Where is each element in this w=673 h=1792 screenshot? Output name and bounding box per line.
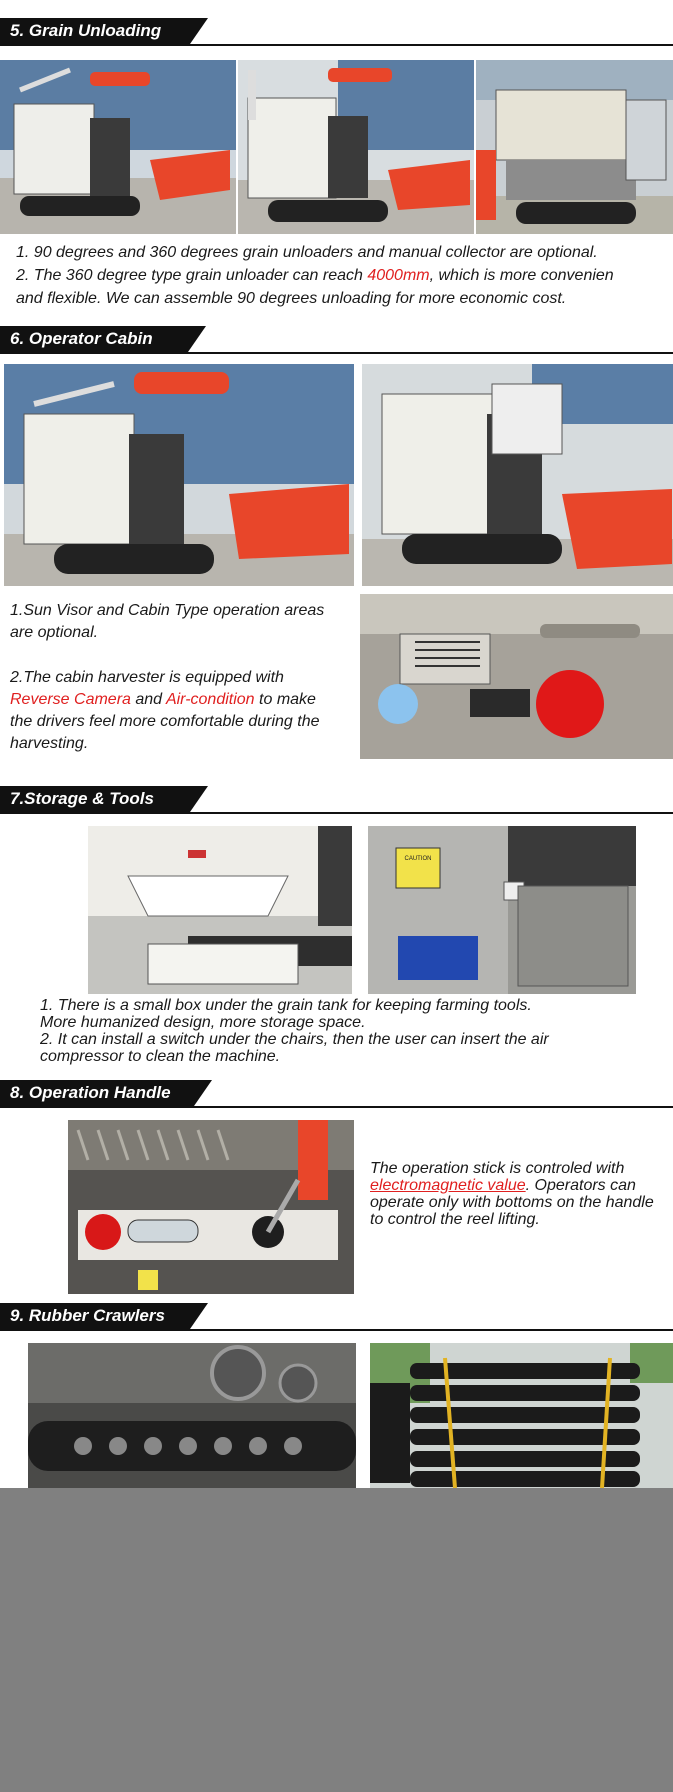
s5-line2-pre: 2. The 360 degree type grain unloader can reach — [16, 267, 368, 284]
s7-text-line-4: compressor to clean the machine. — [40, 1048, 281, 1065]
harvester-cabin-photo — [362, 364, 673, 586]
section-title: 9. Rubber Crawlers — [0, 1303, 190, 1329]
operation-handle-photo — [68, 1120, 354, 1294]
s5-text-line-1: 1. 90 degrees and 360 degrees grain unloaders and manual collector are optional. — [16, 244, 598, 261]
s6-p1-line-1: 1.Sun Visor and Cabin Type operation areas — [10, 602, 325, 619]
divider — [0, 44, 673, 46]
s5-line2-red: 4000mm — [367, 267, 430, 284]
s6-red-air-condition: Air-condition — [165, 691, 255, 708]
section-title: 5. Grain Unloading — [0, 18, 190, 44]
s7-text-line-3: 2. It can install a switch under the chairs, then the user can insert the air — [40, 1031, 549, 1048]
air-switch-photo — [368, 826, 636, 994]
s6-post: to make — [254, 691, 316, 708]
s6-p2-line-3: the drivers feel more comfortable during the — [10, 713, 320, 730]
caution-label: CAUTION — [404, 856, 432, 862]
divider — [0, 812, 673, 814]
s8-text-line-3: operate only with bottoms on the handle — [370, 1194, 654, 1211]
s7-text-line-1: 1. There is a small box under the grain tank for keeping farming tools. — [40, 997, 532, 1014]
s6-p2-line-2 — [10, 689, 360, 710]
section-9-header — [0, 1301, 673, 1331]
s6-p1-line-2: are optional. — [10, 624, 99, 641]
rubber-crawlers-stack-photo — [370, 1343, 673, 1488]
footer-gray-area — [0, 1488, 673, 1792]
section-8-header — [0, 1078, 673, 1108]
section-6-header — [0, 324, 673, 354]
s6-p2-line-4: harvesting. — [10, 735, 89, 752]
s7-text-line-2: More humanized design, more storage space. — [40, 1014, 366, 1031]
s8-line2-post: . Operators can — [525, 1177, 636, 1194]
s5-line2-post: , which is more convenien — [429, 267, 614, 284]
s6-p2-line-1: 2.The cabin harvester is equipped with — [10, 669, 284, 686]
s5-text-line-2 — [16, 265, 673, 286]
cabin-interior-photo — [360, 594, 673, 759]
harvester-photo-rear — [476, 60, 673, 234]
s8-text-line-1: The operation stick is controled with — [370, 1160, 625, 1177]
section-title: 8. Operation Handle — [0, 1080, 194, 1106]
divider — [0, 1329, 673, 1331]
storage-box-photo — [88, 826, 352, 994]
section-7-header — [0, 784, 673, 814]
section-title: 7.Storage & Tools — [0, 786, 190, 812]
s6-and: and — [130, 691, 166, 708]
harvester-photo-unloader — [238, 60, 474, 234]
rubber-crawler-closeup-photo — [28, 1343, 356, 1488]
divider — [0, 1106, 673, 1108]
harvester-sun-visor-photo — [4, 364, 354, 586]
section-title: 6. Operator Cabin — [0, 326, 188, 352]
s5-text-line-3: and flexible. We can assemble 90 degrees unloading for more economic cost. — [16, 290, 567, 307]
s8-text-line-4: to control the reel lifting. — [370, 1211, 540, 1228]
s8-text-line-2 — [370, 1177, 673, 1194]
s8-red-electromagnetic: electromagnetic value — [370, 1177, 526, 1194]
section-5-header — [0, 16, 673, 46]
divider — [0, 352, 673, 354]
harvester-photo-side — [0, 60, 236, 234]
s6-red-reverse-camera: Reverse Camera — [10, 691, 131, 708]
